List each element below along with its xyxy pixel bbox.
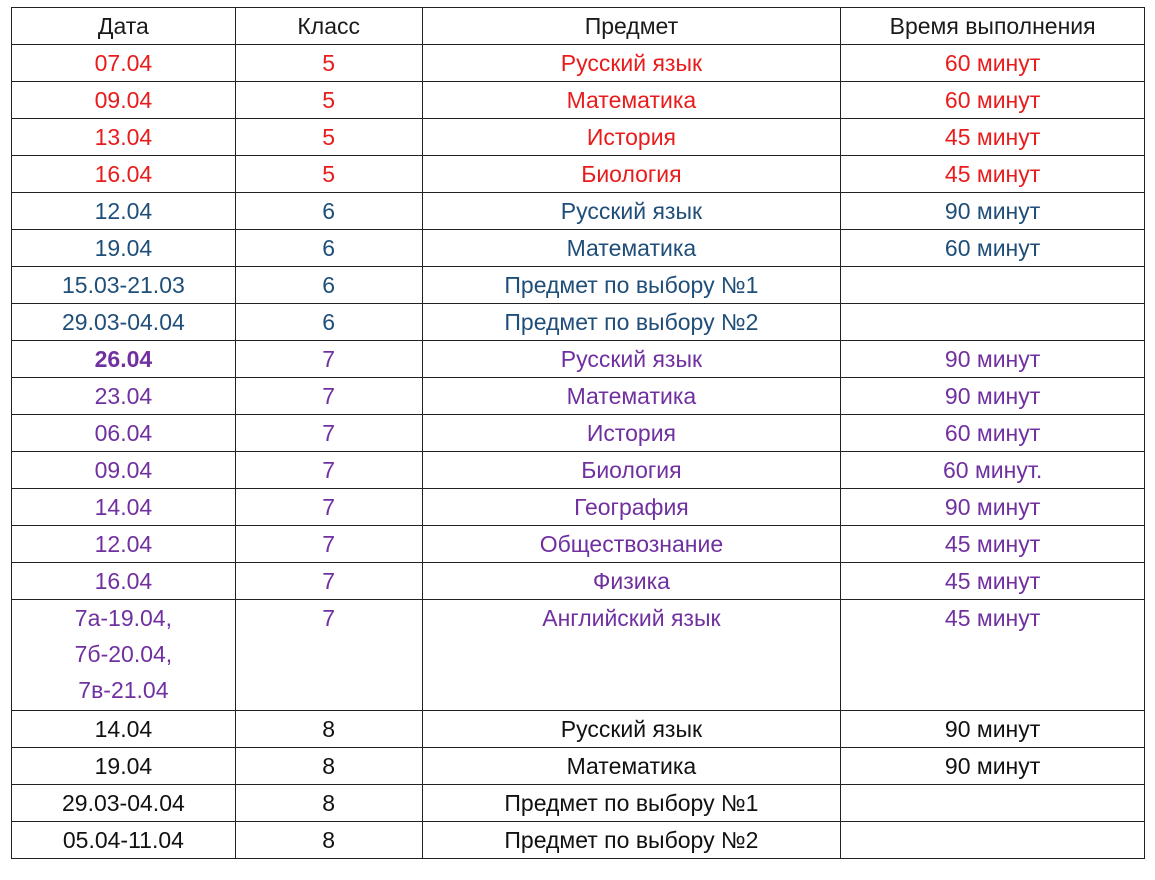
table-row: [12, 119, 1145, 156]
table-row: [12, 156, 1145, 193]
date-cell: 05.04-11.04: [12, 822, 236, 859]
subject-cell: Предмет по выбору №2: [422, 304, 841, 341]
time-cell: 90 минут: [841, 193, 1145, 230]
time-cell: 90 минут: [841, 378, 1145, 415]
table-row: [12, 526, 1145, 563]
date-cell: 07.04: [12, 45, 236, 82]
date-cell: 14.04: [12, 711, 236, 748]
date-cell: 13.04: [12, 119, 236, 156]
header-time: Время выполнения: [841, 8, 1145, 45]
time-cell: 90 минут: [841, 711, 1145, 748]
subject-cell: Математика: [422, 748, 841, 785]
class-cell: 6: [235, 267, 422, 304]
table-row: [12, 563, 1145, 600]
time-cell: 45 минут: [841, 156, 1145, 193]
time-cell: 60 минут: [841, 45, 1145, 82]
time-cell: [841, 822, 1145, 859]
date-cell: 14.04: [12, 489, 236, 526]
table-row: [12, 748, 1145, 785]
time-cell: 45 минут: [841, 119, 1145, 156]
table-row: [12, 230, 1145, 267]
header-subject: Предмет: [422, 8, 841, 45]
class-cell: 7: [235, 600, 422, 711]
time-cell: 60 минут.: [841, 452, 1145, 489]
table-row: [12, 267, 1145, 304]
table-row: [12, 822, 1145, 859]
date-cell: 19.04: [12, 748, 236, 785]
time-cell: 90 минут: [841, 341, 1145, 378]
time-cell: 90 минут: [841, 489, 1145, 526]
class-cell: 6: [235, 304, 422, 341]
time-cell: 90 минут: [841, 748, 1145, 785]
subject-cell: Русский язык: [422, 341, 841, 378]
class-cell: 7: [235, 378, 422, 415]
table-row: [12, 378, 1145, 415]
class-cell: 5: [235, 82, 422, 119]
time-cell: 45 минут: [841, 600, 1145, 711]
subject-cell: Русский язык: [422, 45, 841, 82]
subject-cell: География: [422, 489, 841, 526]
date-cell: 16.04: [12, 156, 236, 193]
class-cell: 7: [235, 526, 422, 563]
class-cell: 8: [235, 711, 422, 748]
header-date: Дата: [12, 8, 236, 45]
time-cell: 60 минут: [841, 415, 1145, 452]
date-line: 7в-21.04: [78, 677, 169, 703]
subject-cell: Математика: [422, 82, 841, 119]
date-cell: [12, 600, 236, 711]
header-class: Класс: [235, 8, 422, 45]
class-cell: 5: [235, 119, 422, 156]
table-row: [12, 45, 1145, 82]
date-cell: 09.04: [12, 452, 236, 489]
table-row: [12, 82, 1145, 119]
date-cell: 29.03-04.04: [12, 304, 236, 341]
time-cell: [841, 267, 1145, 304]
table-row: [12, 711, 1145, 748]
class-cell: 7: [235, 489, 422, 526]
date-cell: 19.04: [12, 230, 236, 267]
class-cell: 7: [235, 415, 422, 452]
date-line: 7а-19.04,: [74, 605, 172, 631]
class-cell: 6: [235, 193, 422, 230]
date-cell: 06.04: [12, 415, 236, 452]
class-cell: 8: [235, 822, 422, 859]
table-row: [12, 489, 1145, 526]
subject-cell: Предмет по выбору №2: [422, 822, 841, 859]
subject-cell: История: [422, 119, 841, 156]
table-row: [12, 304, 1145, 341]
table-row: [12, 193, 1145, 230]
date-line: 7б-20.04,: [74, 641, 173, 667]
time-cell: 60 минут: [841, 230, 1145, 267]
date-cell: 26.04: [12, 341, 236, 378]
class-cell: 7: [235, 563, 422, 600]
subject-cell: Физика: [422, 563, 841, 600]
subject-cell: Русский язык: [422, 711, 841, 748]
subject-cell: Биология: [422, 452, 841, 489]
subject-cell: Предмет по выбору №1: [422, 267, 841, 304]
table-row: [12, 452, 1145, 489]
class-cell: 5: [235, 156, 422, 193]
subject-cell: Обществознание: [422, 526, 841, 563]
time-cell: 60 минут: [841, 82, 1145, 119]
table-row: [12, 600, 1145, 711]
subject-cell: Биология: [422, 156, 841, 193]
time-cell: 45 минут: [841, 563, 1145, 600]
subject-cell: Математика: [422, 230, 841, 267]
time-cell: [841, 304, 1145, 341]
subject-cell: История: [422, 415, 841, 452]
subject-cell: Английский язык: [422, 600, 841, 711]
date-cell: 12.04: [12, 193, 236, 230]
date-cell: 23.04: [12, 378, 236, 415]
time-cell: [841, 785, 1145, 822]
table-row: [12, 415, 1145, 452]
date-cell: 09.04: [12, 82, 236, 119]
class-cell: 5: [235, 45, 422, 82]
class-cell: 8: [235, 785, 422, 822]
header-row: [12, 8, 1145, 45]
date-cell: 12.04: [12, 526, 236, 563]
subject-cell: Предмет по выбору №1: [422, 785, 841, 822]
class-cell: 8: [235, 748, 422, 785]
table-row: [12, 341, 1145, 378]
class-cell: 6: [235, 230, 422, 267]
subject-cell: Математика: [422, 378, 841, 415]
date-cell: 16.04: [12, 563, 236, 600]
time-cell: 45 минут: [841, 526, 1145, 563]
class-cell: 7: [235, 341, 422, 378]
date-cell: 15.03-21.03: [12, 267, 236, 304]
subject-cell: Русский язык: [422, 193, 841, 230]
class-cell: 7: [235, 452, 422, 489]
table-row: [12, 785, 1145, 822]
date-cell: 29.03-04.04: [12, 785, 236, 822]
exam-schedule-table: [11, 7, 1145, 859]
